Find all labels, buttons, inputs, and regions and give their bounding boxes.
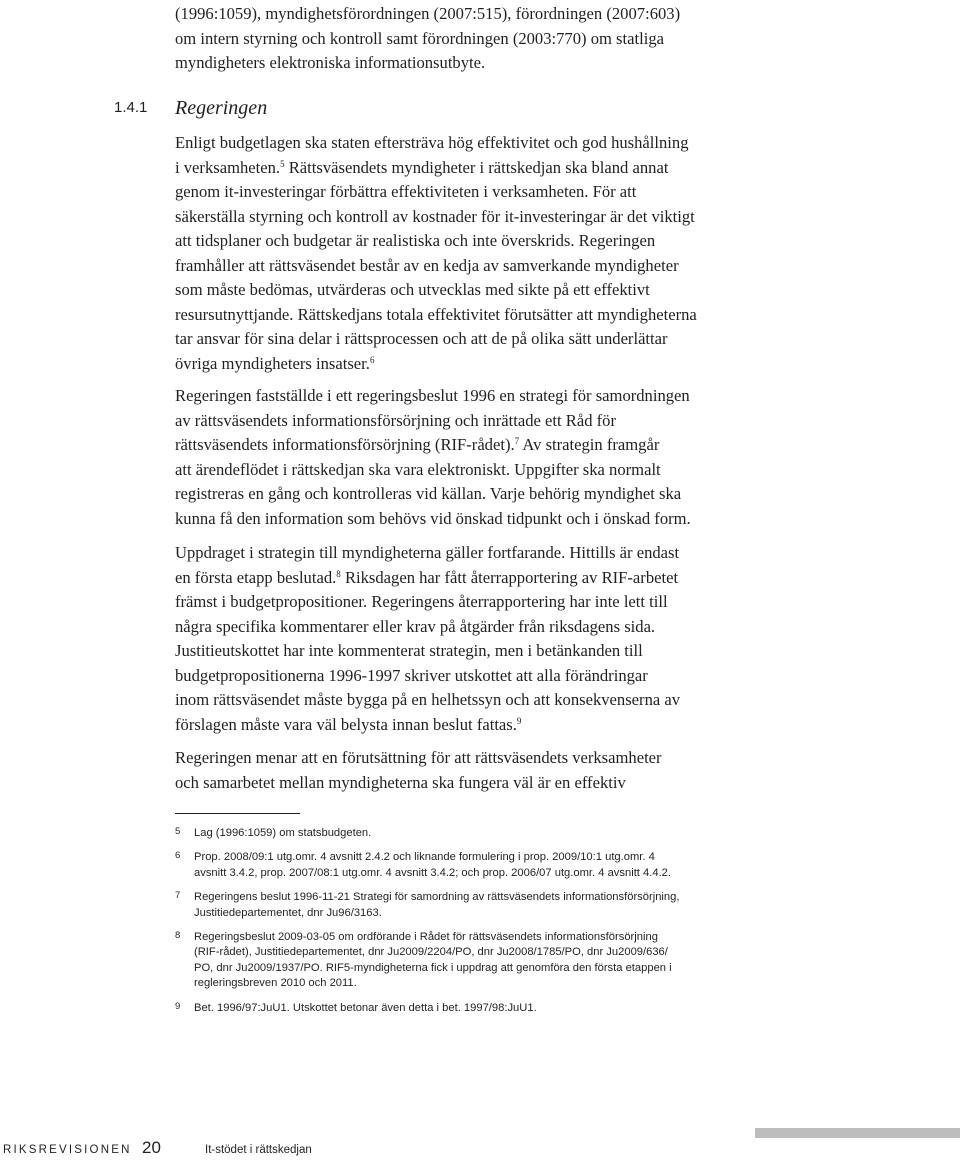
- section-title: Regeringen: [175, 97, 268, 119]
- footnote-line: regleringsbreven 2010 och 2011.: [194, 977, 357, 990]
- footnote-number: 8: [175, 930, 181, 942]
- text-line: budgetpropositionerna 1996-1997 skriver utskottet att alla förändringar: [175, 665, 648, 685]
- section-number: 1.4.1: [114, 99, 148, 116]
- footnote-5: [175, 826, 755, 841]
- text-line: några specifika kommentarer eller krav på åtgärder från riksdagens sida.: [175, 616, 656, 636]
- footer-organization: RIKSREVISIONEN: [3, 1144, 132, 1156]
- text-line: Uppdraget i strategin till myndigheterna gäller fortfarande. Hittills är endast: [175, 543, 680, 562]
- text-line: i verksamheten.: [175, 157, 281, 177]
- footnote-line: Regeringens beslut 1996-11-21 Strategi för samordning av rättsväsendets informationsförsörjning,: [194, 891, 680, 904]
- footnote-line: Prop. 2008/09:1 utg.omr. 4 avsnitt 2.4.2 och liknande formulering i prop. 2009/10:1 utg.omr. 4: [194, 851, 655, 864]
- text-line: förslagen måste vara väl belysta innan beslut fattas.: [175, 714, 517, 734]
- paragraph-1: [175, 131, 755, 376]
- footnote-9: [175, 1001, 755, 1016]
- footer-bar: [755, 1128, 960, 1138]
- text-line: Enligt budgetlagen ska staten eftersträva hög effektivitet och god hushållning: [175, 133, 689, 152]
- text-line: Justitieutskottet har inte kommenterat strategin, men i betänkanden till: [175, 641, 643, 660]
- text-line: en första etapp beslutad.: [175, 567, 337, 587]
- text-line: som måste bedömas, utvärderas och utvecklas med sikte på ett effektivt: [175, 280, 650, 299]
- text-line: av rättsväsendets informationsförsörjning och inrättade ett Råd för: [175, 410, 616, 430]
- footnote-line: (RIF-rådet), Justitiedepartementet, dnr Ju2009/2204/PO, dnr Ju2008/1785/PO, dnr Ju2009/636/: [194, 946, 668, 959]
- footer-document-title: It-stödet i rättskedjan: [205, 1144, 312, 1156]
- footnote-ref[interactable]: 5: [280, 158, 285, 169]
- footnote-number: 6: [175, 850, 181, 862]
- text-line: rättsväsendets informationsförsörjning (RIF-rådet).: [175, 435, 515, 454]
- footnote-7: [175, 890, 755, 921]
- footnote-line: Regeringsbeslut 2009-03-05 om ordförande i Rådet för rättsväsendets informationsförsörjning: [194, 931, 658, 944]
- footnote-line: avsnitt 3.4.2, prop. 2007/08:1 utg.omr. 4 avsnitt 3.4.2; och prop. 2006/07 utg.omr. 4 avsnitt 4.4.2.: [194, 866, 672, 879]
- paragraph-4: [175, 746, 755, 795]
- footnote-ref[interactable]: 9: [516, 715, 522, 726]
- intro-line: (1996:1059), myndighetsförordningen (2007:515), förordningen (2007:603): [175, 4, 681, 23]
- text-line: övriga myndigheters insatser.: [175, 353, 370, 373]
- text-line: att ärendeflödet i rättskedjan ska vara elektroniskt. Uppgifter ska normalt: [175, 459, 661, 479]
- footnote-ref[interactable]: 6: [369, 354, 375, 365]
- section-heading: [0, 96, 960, 120]
- text-line: Rättsväsendets myndigheter i rättskedjan ska bland annat: [288, 157, 669, 177]
- footnote-number: 5: [175, 826, 181, 837]
- intro-line: om intern styrning och kontroll samt förordningen (2003:770) om statliga: [175, 28, 664, 48]
- text-line: tar ansvar för sina delar i rättsprocessen och att de på olika sätt underlättar: [175, 329, 668, 348]
- text-line: att tidsplaner och budgetar är realistiska och inte överskrids. Regeringen: [175, 231, 656, 250]
- paragraph-3: [175, 541, 755, 737]
- text-line: och samarbetet mellan myndigheterna ska fungera väl är en effektiv: [175, 772, 626, 792]
- text-line: säkerställa styrning och kontroll av kostnader för it-investeringar är det viktigt: [175, 206, 695, 226]
- footnote-ref[interactable]: 8: [336, 568, 341, 579]
- text-line: Regeringen menar att en förutsättning för att rättsväsendets verksamheter: [175, 748, 662, 767]
- intro-paragraph: [175, 2, 755, 76]
- footnote-number: 9: [175, 1000, 181, 1012]
- text-line: främst i budgetpropositioner. Regeringens återrapportering har inte lett till: [175, 592, 668, 611]
- footnote-line: Bet. 1996/97:JuU1. Utskottet betonar även detta i bet. 1997/98:JuU1.: [194, 1001, 537, 1014]
- text-line: framhåller att rättsväsendet består av en kedja av samverkande myndigheter: [175, 255, 679, 275]
- footnote-6: [175, 850, 755, 881]
- text-line: registreras en gång och kontrolleras vid källan. Varje behörig myndighet ska: [175, 484, 682, 503]
- footnote-line: Justitiedepartementet, dnr Ju96/3163.: [194, 906, 382, 919]
- footnotes: [175, 826, 755, 1025]
- text-line: Regeringen fastställde i ett regeringsbeslut 1996 en strategi för samordningen: [175, 386, 690, 405]
- text-line: resursutnyttjande. Rättskedjans totala effektivitet förutsätter att myndigheterna: [175, 304, 697, 324]
- text-line: Av strategin framgår: [522, 435, 660, 454]
- intro-line: myndigheters elektroniska informationsutbyte.: [175, 53, 486, 72]
- footnote-line: PO, dnr Ju2009/1937/PO. RIF5-myndigheterna fick i uppdrag att genomföra den första etappen i: [194, 961, 672, 974]
- text-line: inom rättsväsendet måste bygga på en helhetssyn och att konsekvenserna av: [175, 690, 681, 709]
- footnote-8: [175, 930, 755, 992]
- text-line: Riksdagen har fått återrapportering av RIF-arbetet: [344, 567, 679, 587]
- text-line: kunna få den information som behövs vid önskad tidpunkt och i önskad form.: [175, 508, 691, 528]
- footnote-number: 7: [175, 890, 181, 902]
- paragraph-2: [175, 384, 755, 531]
- footnote-ref[interactable]: 7: [514, 436, 520, 446]
- text-line: genom it-investeringar förbättra effektiviteten i verksamheten. För att: [175, 182, 637, 201]
- page-number: 20: [142, 1138, 161, 1157]
- footnote-divider: [175, 813, 300, 814]
- footnote-line: Lag (1996:1059) om statsbudgeten.: [194, 827, 372, 839]
